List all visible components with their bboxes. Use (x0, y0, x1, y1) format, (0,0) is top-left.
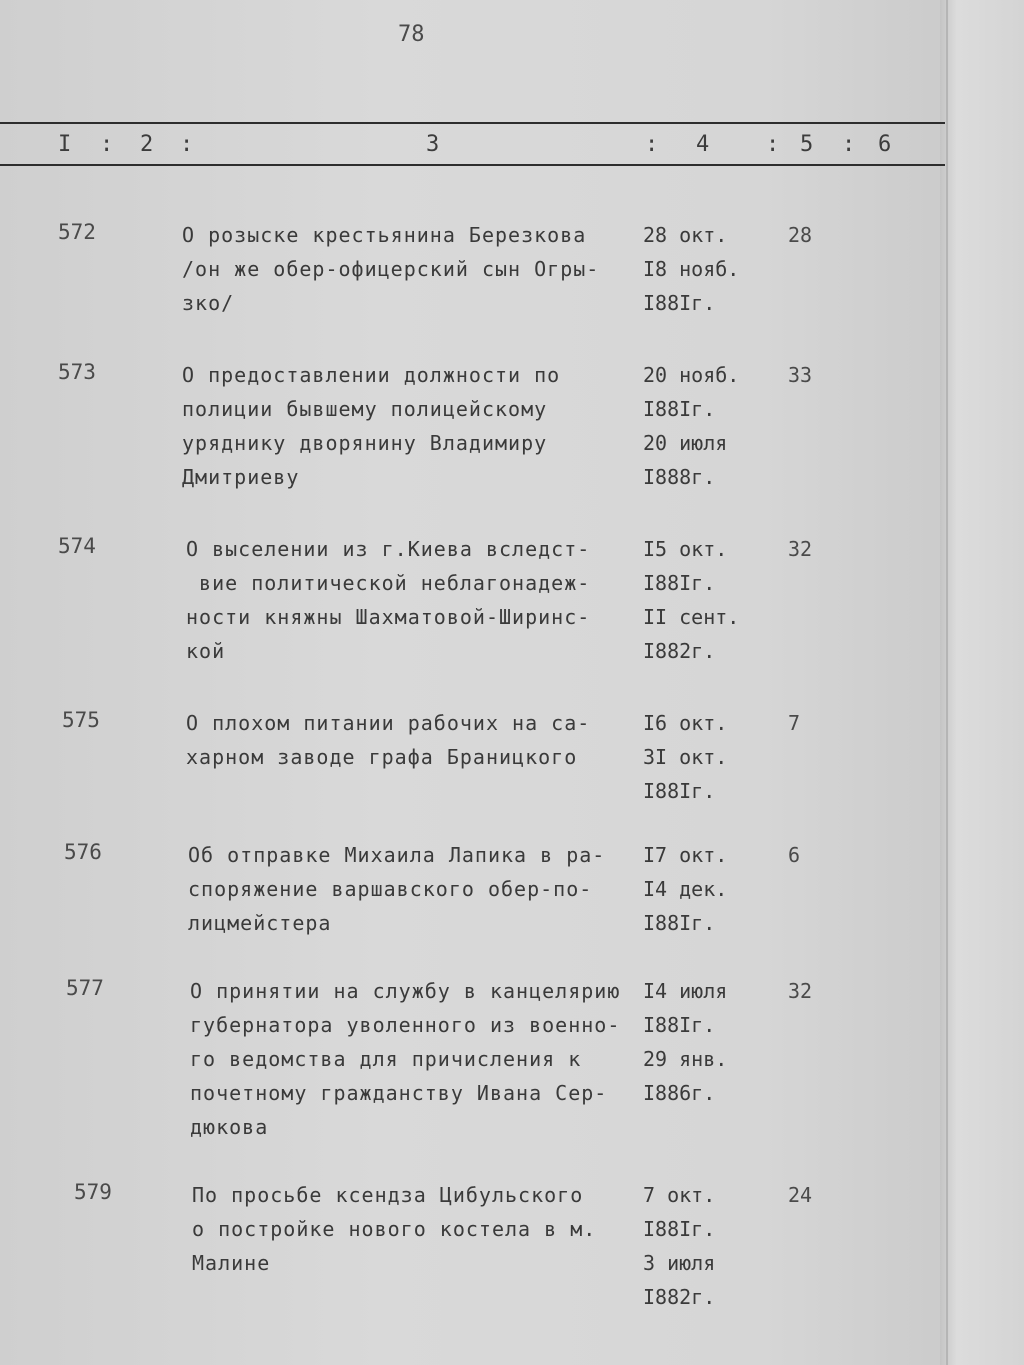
page-edge-line (946, 0, 948, 1365)
entry-number: 575 (62, 708, 100, 732)
entry-title-line: зко/ (182, 291, 235, 315)
entry-date-line: 3I окт. (643, 745, 728, 769)
entry-title (190, 974, 650, 1144)
column-header-5: 5 (800, 132, 814, 157)
entry-number: 574 (58, 534, 96, 558)
entry-date-line: I882г. (643, 639, 716, 663)
column-separator: : (645, 132, 659, 157)
entry-title-line: Дмитриеву (182, 465, 300, 489)
entry-title-line: Малине (192, 1251, 271, 1275)
column-separator: : (766, 132, 780, 157)
entry-sheet-count: 6 (788, 843, 801, 867)
entry-date-line: I88Iг. (643, 779, 716, 803)
entry-date-line: 20 нояб. (643, 363, 740, 387)
entry-title-line: О предоставлении должности по (182, 363, 561, 387)
column-header-1: I (58, 132, 72, 157)
column-header-4: 4 (696, 132, 710, 157)
column-header-6: 6 (878, 132, 892, 157)
entry-date-line: I882г. (643, 1285, 716, 1309)
header-top-rule (0, 122, 945, 124)
entry-title-line: почетному гражданству Ивана Сер- (190, 1081, 608, 1105)
entry-sheet-count: 24 (788, 1183, 813, 1207)
entry-date-line: II сент. (643, 605, 740, 629)
column-separator: : (180, 132, 194, 157)
entry-title-line: споряжение варшавского обер-по- (188, 877, 593, 901)
entry-sheet-count: 7 (788, 711, 801, 735)
entry-date-line: I6 окт. (643, 711, 728, 735)
entry-date-line: I88Iг. (643, 1013, 716, 1037)
entry-title-line: лицмейстера (188, 911, 332, 935)
entry-dates (643, 974, 783, 1110)
entry-title (186, 706, 646, 774)
entry-date-line: 29 янв. (643, 1047, 728, 1071)
entry-title (186, 532, 646, 668)
entry-dates (643, 1178, 783, 1314)
entry-date-line: I4 июля (643, 979, 728, 1003)
entry-date-line: I88Iг. (643, 397, 716, 421)
entry-date-line: 7 окт. (643, 1183, 716, 1207)
entry-sheet-count: 32 (788, 979, 813, 1003)
page-number: 78 (398, 22, 425, 47)
entry-title-line: губернатора уволенного из военно- (190, 1013, 621, 1037)
column-header-3: 3 (426, 132, 440, 157)
entry-title (188, 838, 648, 940)
entry-title-line: О розыске крестьянина Березкова (182, 223, 587, 247)
entry-date-line: I8 нояб. (643, 257, 740, 281)
column-header-2: 2 (140, 132, 154, 157)
entry-number: 573 (58, 360, 96, 384)
entry-date-line: 20 июля (643, 431, 728, 455)
entry-date-line: I888г. (643, 465, 716, 489)
entry-number: 572 (58, 220, 96, 244)
entry-dates (643, 358, 783, 494)
entry-title (182, 358, 642, 494)
entry-date-line: 3 июля (643, 1251, 716, 1275)
entry-date-line: I4 дек. (643, 877, 728, 901)
entry-date-line: I5 окт. (643, 537, 728, 561)
entry-title-line: О принятии на службу в канцелярию (190, 979, 621, 1003)
entry-title-line: кой (186, 639, 226, 663)
entry-dates (643, 706, 783, 808)
entry-title-line: уряднику дворянину Владимиру (182, 431, 548, 455)
entry-date-line: I88Iг. (643, 571, 716, 595)
entry-title-line: О выселении из г.Киева вследст- (186, 537, 591, 561)
column-separator: : (842, 132, 856, 157)
entry-sheet-count: 28 (788, 223, 813, 247)
entry-dates (643, 218, 783, 320)
entry-title-line: По просьбе ксендза Цибульского (192, 1183, 584, 1207)
entry-title (192, 1178, 652, 1280)
entry-date-line: I88Iг. (643, 1217, 716, 1241)
column-separator: : (100, 132, 114, 157)
entry-title-line: вие политической неблагонадеж- (186, 571, 591, 595)
entry-title-line: го ведомства для причисления к (190, 1047, 582, 1071)
entry-sheet-count: 33 (788, 363, 813, 387)
entry-title-line: ности княжны Шахматовой-Ширинс- (186, 605, 591, 629)
entry-title-line: о постройке нового костела в м. (192, 1217, 597, 1241)
entry-date-line: I886г. (643, 1081, 716, 1105)
entry-dates (643, 838, 783, 940)
page-edge (940, 0, 1024, 1365)
entry-number: 577 (66, 976, 104, 1000)
entry-date-line: I7 окт. (643, 843, 728, 867)
entry-title-line: Об отправке Михаила Лапика в ра- (188, 843, 606, 867)
entry-title-line: харном заводе графа Браницкого (186, 745, 578, 769)
entry-title-line: полиции бывшему полицейскому (182, 397, 548, 421)
entry-title-line: дюкова (190, 1115, 269, 1139)
entry-date-line: I88Iг. (643, 911, 716, 935)
entry-number: 576 (64, 840, 102, 864)
entry-date-line: 28 окт. (643, 223, 728, 247)
entry-dates (643, 532, 783, 668)
entry-title-line: /он же обер-офицерский сын Огры- (182, 257, 600, 281)
entry-title-line: О плохом питании рабочих на са- (186, 711, 591, 735)
header-bottom-rule (0, 164, 945, 166)
entry-date-line: I88Iг. (643, 291, 716, 315)
entry-title (182, 218, 642, 320)
entry-number: 579 (74, 1180, 112, 1204)
entry-sheet-count: 32 (788, 537, 813, 561)
